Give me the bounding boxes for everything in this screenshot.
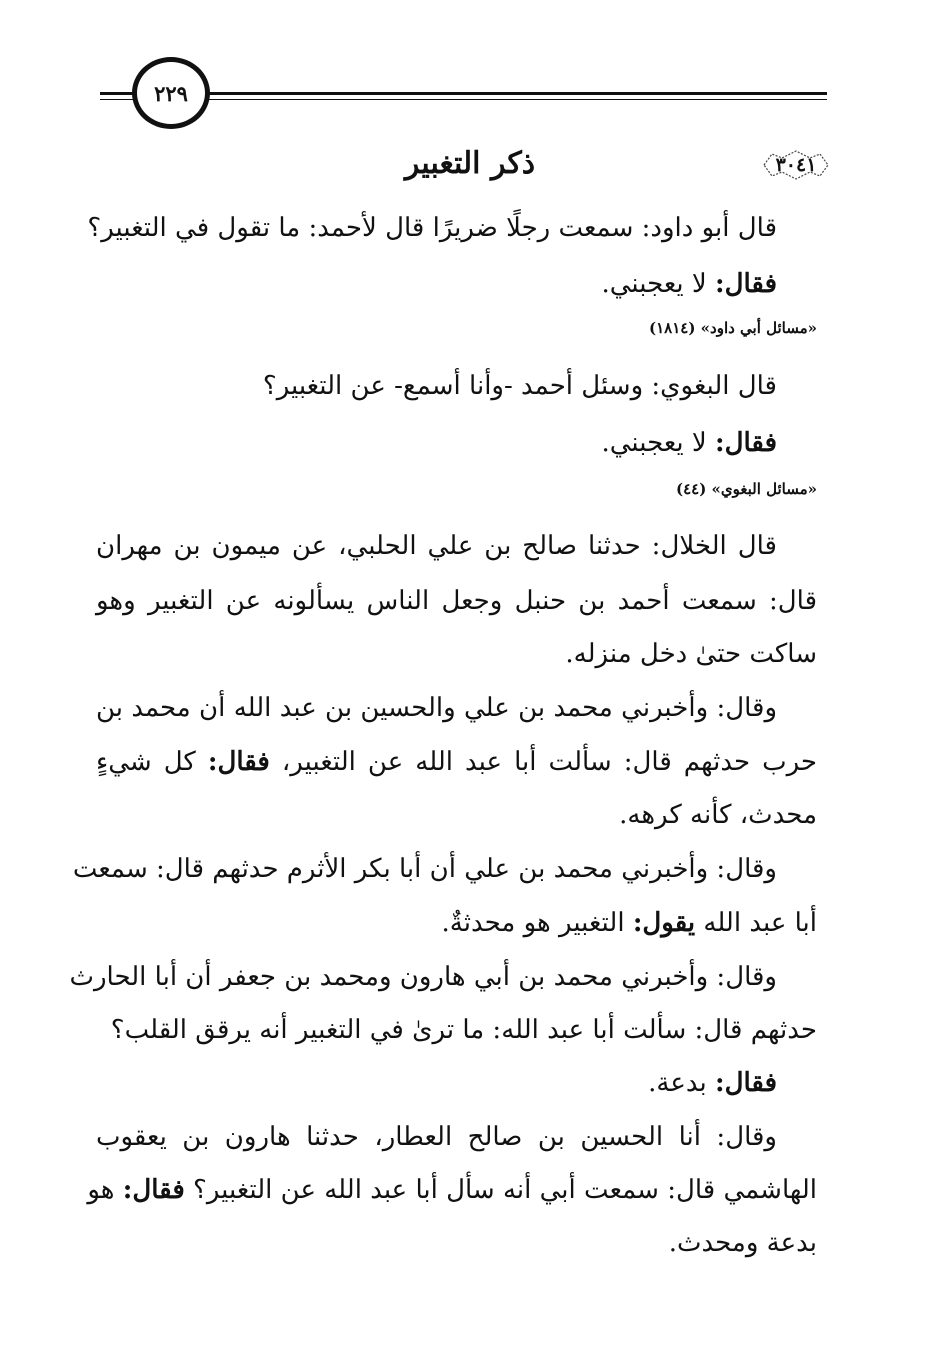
answer-label: فقال: (715, 428, 777, 458)
text-span: كل شيءٍ (96, 747, 208, 777)
text-span: أبا عبد الله (695, 908, 817, 938)
answer-text: لا يعجبني. (601, 269, 715, 299)
text-line: قال الخلال: حدثنا صالح بن علي الحلبي، عن ميمون بن مهران (96, 531, 777, 561)
text-line: وقال: أنا الحسين بن صالح العطار، حدثنا هارون بن يعقوب (96, 1122, 777, 1152)
answer-label: فقال: (715, 1068, 777, 1098)
text-line: وقال: وأخبرني محمد بن علي والحسين بن عبد الله أن محمد بن (96, 693, 777, 723)
text-line: قال البغوي: وسئل أحمد -وأنا أسمع- عن التغبير؟ (262, 371, 777, 401)
text-line: ساكت حتىٰ دخل منزله. (565, 639, 817, 669)
text-span: التغبير هو محدثةٌ. (441, 908, 633, 938)
page-number-oval (132, 57, 210, 129)
text-span: حرب حدثهم قال: سألت أبا عبد الله عن التغبير، (269, 747, 817, 777)
text-line: بدعة ومحدث. (668, 1228, 817, 1258)
answer-text: بدعة. (648, 1068, 715, 1098)
text-line: محدث، كأنه كرهه. (619, 800, 817, 830)
answer-line (96, 1063, 777, 1103)
source-citation: «مسائل البغوي» (٤٤) (675, 480, 817, 498)
text-line: حدثهم قال: سألت أبا عبد الله: ما ترىٰ في التغبير أنه يرقق القلب؟ (110, 1015, 817, 1045)
answer-label: فقال: (207, 747, 270, 777)
answer-label: يقول: (632, 908, 696, 938)
page-number: ٢٢٩ (154, 80, 188, 106)
text-line: وقال: وأخبرني محمد بن أبي هارون ومحمد بن جعفر أن أبا الحارث (69, 962, 777, 992)
section-number: ٣٠٤١ (775, 154, 817, 176)
answer-line (96, 423, 777, 463)
answer-label: فقال: (715, 269, 777, 299)
text-line: قال أبو داود: سمعت رجلًا ضريرًا قال لأحمد: ما تقول في التغبير؟ (87, 213, 777, 243)
answer-line (96, 264, 777, 304)
text-line (87, 1170, 817, 1210)
text-span: الهاشمي قال: سمعت أبي أنه سأل أبا عبد الله عن التغبير؟ (184, 1175, 817, 1205)
text-span: هو (87, 1175, 123, 1205)
answer-label: فقال: (122, 1175, 185, 1205)
section-number-badge (760, 148, 832, 182)
text-line: قال: سمعت أحمد بن حنبل وجعل الناس يسألونه عن التغبير وهو (96, 586, 817, 616)
text-line (96, 742, 817, 782)
text-line: وقال: وأخبرني محمد بن علي أن أبا بكر الأثرم حدثهم قال: سمعت (72, 854, 777, 884)
text-line (96, 903, 817, 943)
answer-text: لا يعجبني. (601, 428, 715, 458)
source-citation: «مسائل أبي داود» (١٨١٤) (649, 319, 817, 337)
section-title: ذكر التغبير (404, 146, 536, 181)
